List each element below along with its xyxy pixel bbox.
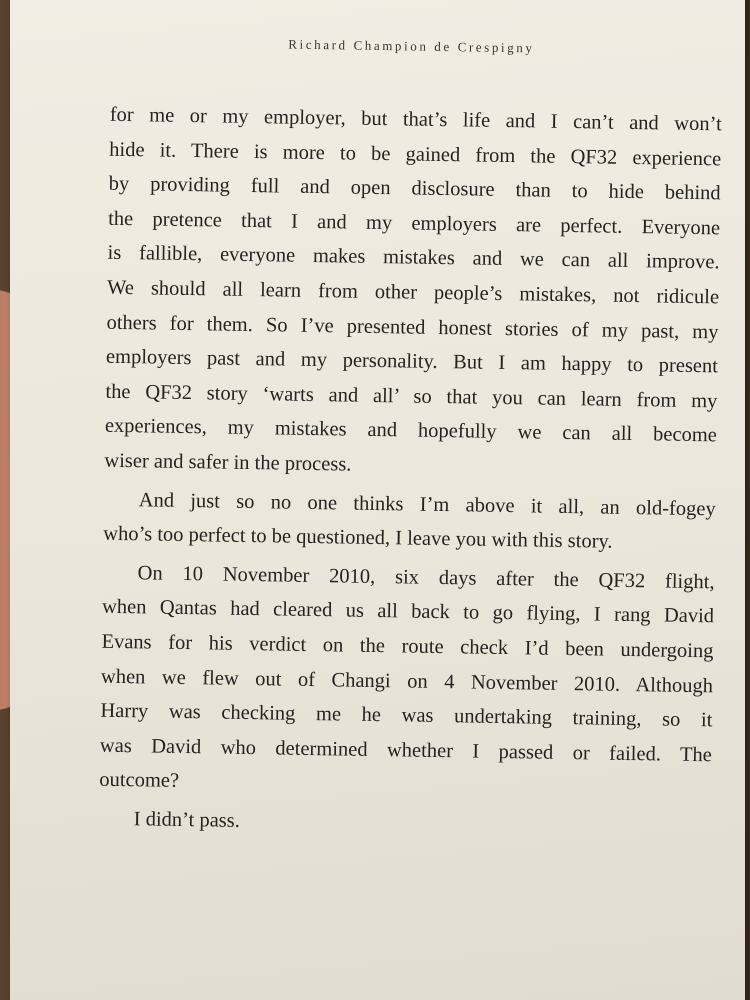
text-line: the QF32 story ‘warts and all’ so that you can learn from my: [105, 380, 718, 413]
text-line: And just so no one thinks I’m above it all, an old-fogey: [138, 488, 716, 520]
text-line: for me or my employer, but that’s life and I can’t and won’t: [109, 103, 722, 136]
text-line: employers past and my personality. But I am happy to present: [105, 345, 719, 378]
text-line: others for them. So I’ve presented honest stories of my past, my: [106, 311, 719, 343]
body-text: [98, 98, 722, 846]
text-line: On 10 November 2010, six days after the QF32 flight,: [137, 561, 715, 594]
text-line: hide it. There is more to be gained from the QF32 experience: [109, 138, 722, 170]
text-line: experiences, my mistakes and hopefully we can all become: [104, 415, 718, 447]
text-line: when we flew out of Changi on 4 November 2010. Although: [100, 665, 714, 697]
text-line: was David who determined whether I passed or failed. The: [99, 734, 713, 766]
text-line: We should all learn from other people’s mistakes, not ridicule: [106, 276, 720, 309]
paragraph-2: [103, 482, 716, 561]
text-line: Evans for his verdict on the route check I’d been undergoing: [101, 630, 714, 663]
paragraph-1: [104, 98, 722, 488]
paragraph-3: [99, 555, 715, 807]
text-line: who’s too perfect to be questioned, I leave you with this story.: [103, 522, 613, 553]
text-line: when Qantas had cleared us all back to go flying, I rang David: [101, 596, 715, 628]
running-head: Richard Champion de Crespigny: [288, 36, 535, 56]
text-line: I didn’t pass.: [133, 808, 241, 832]
text-line: is fallible, everyone makes mistakes and we can all improve.: [107, 242, 720, 274]
text-line: wiser and safer in the process.: [104, 449, 352, 476]
text-line: the pretence that I and my employers are perfect. Everyone: [108, 207, 721, 240]
book-page: [10, 0, 745, 1000]
text-line: outcome?: [99, 768, 180, 793]
text-line: by providing full and open disclosure than to hide behind: [108, 172, 721, 205]
text-line: Harry was checking me he was undertaking training, so it: [100, 699, 713, 732]
